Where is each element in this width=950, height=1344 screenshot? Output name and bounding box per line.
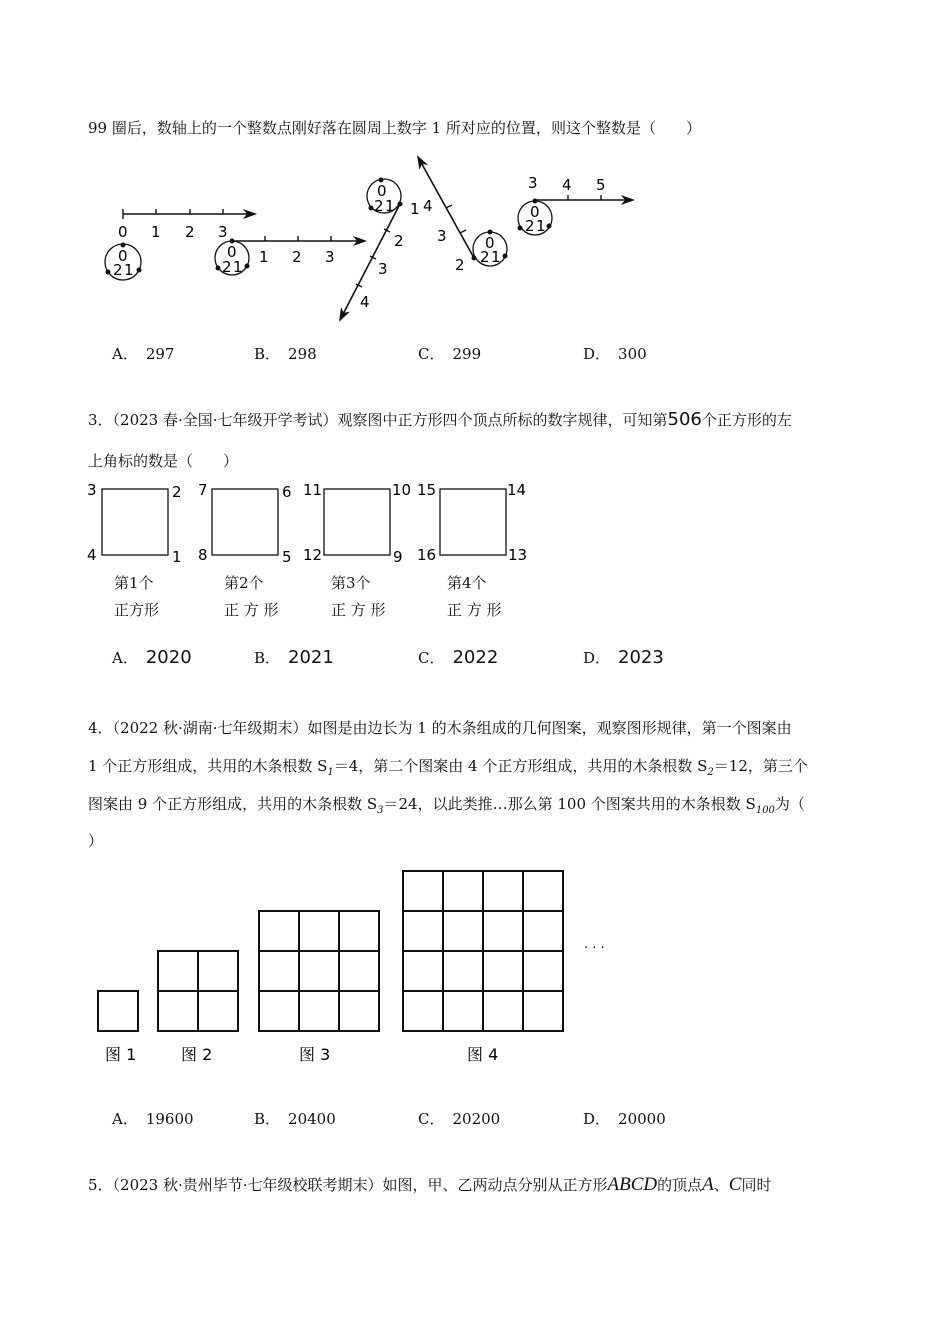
- math-a: A: [702, 1174, 714, 1195]
- q4-option-a[interactable]: [112, 1108, 194, 1129]
- circle-digit: 1: [491, 248, 501, 266]
- corner-label: 6: [282, 483, 292, 501]
- square-caption: 第1个 正方形: [114, 574, 160, 619]
- option-value: 2021: [288, 647, 334, 668]
- option-label: C．: [418, 649, 445, 667]
- option-label: A．: [112, 649, 138, 667]
- corner-label: 4: [87, 546, 97, 564]
- q2-text: 99 圈后，数轴上的一个整数点刚好落在圆周上数字 1 所对应的位置，则这个整数是（ ）: [88, 119, 701, 137]
- axis-label: 3: [528, 174, 538, 192]
- axis-label: 2: [455, 256, 465, 274]
- q3-option-c[interactable]: [418, 647, 498, 668]
- corner-label: 1: [172, 548, 182, 566]
- q2-option-d[interactable]: [583, 343, 647, 364]
- option-label: B．: [254, 649, 281, 667]
- q4-grid-figure: [0, 860, 950, 1080]
- axis-label: 3: [218, 223, 228, 241]
- q4-text: 1 个正方形组成，共用的木条根数 S: [88, 757, 328, 775]
- q5-text: 同时: [741, 1176, 772, 1194]
- option-value: 298: [288, 345, 317, 363]
- axis-label: 1: [410, 200, 420, 218]
- circle-digit: 0: [227, 243, 237, 261]
- math-abcd: ABCD: [607, 1174, 658, 1195]
- circle-digit: 0: [377, 182, 387, 200]
- stage-5: [518, 174, 634, 235]
- corner-label: 10: [392, 481, 412, 499]
- stage-4: [418, 157, 508, 274]
- option-label: D．: [583, 649, 611, 667]
- figure-caption: 图 2: [181, 1045, 213, 1064]
- figure-caption: 图 1: [105, 1045, 137, 1064]
- circle-digit: 2: [222, 258, 232, 276]
- circle-digit: 2: [525, 217, 535, 235]
- axis-label: 1: [259, 248, 269, 266]
- q4-text: 为（: [774, 795, 805, 813]
- option-value: 297: [145, 345, 175, 363]
- option-value: 2023: [618, 647, 664, 668]
- circle-digit: 2: [480, 248, 490, 266]
- square-caption: 第4个 正 方 形: [447, 574, 502, 619]
- q5-text: 的顶点: [657, 1176, 703, 1194]
- q3-line2: 上角标的数是（ ）: [88, 452, 239, 470]
- axis-label: 2: [394, 232, 404, 250]
- axis-label: 0: [118, 223, 128, 241]
- circle-digit: 0: [485, 234, 495, 252]
- axis-label: 4: [360, 293, 370, 311]
- circle-digit: 0: [118, 247, 128, 265]
- option-label: C．: [418, 1110, 445, 1128]
- circle-digit: 0: [530, 203, 540, 221]
- corner-label: 12: [303, 546, 323, 564]
- subscript: 100: [755, 805, 775, 816]
- option-label: B．: [254, 1110, 281, 1128]
- option-label: B．: [254, 345, 281, 363]
- corner-label: 7: [198, 481, 208, 499]
- option-value: 20400: [288, 1110, 336, 1128]
- circle-digit: 2: [374, 197, 384, 215]
- axis-label: 5: [596, 176, 606, 194]
- q4-option-b[interactable]: [254, 1108, 336, 1129]
- option-label: A．: [112, 1110, 138, 1128]
- stage-2: [215, 236, 365, 276]
- option-value: 2020: [145, 647, 192, 668]
- subscript: 3: [377, 805, 384, 816]
- q4-text: ＝24，以此类推…那么第 100 个图案共用的木条根数 S: [383, 795, 756, 813]
- q4-option-d[interactable]: [583, 1108, 666, 1129]
- q3-option-d[interactable]: [583, 647, 664, 668]
- circle-digit: 1: [536, 217, 546, 235]
- corner-label: 5: [282, 548, 292, 566]
- square-caption: 第2个 正 方 形: [224, 574, 279, 619]
- option-value: 20000: [618, 1110, 666, 1128]
- q2-option-c[interactable]: [418, 343, 481, 364]
- axis-label: 3: [325, 248, 335, 266]
- axis-label: 4: [562, 176, 572, 194]
- corner-label: 8: [198, 546, 208, 564]
- q3-option-a[interactable]: [112, 647, 192, 668]
- figure-caption: 图 4: [467, 1045, 499, 1064]
- axis-label: 3: [378, 260, 388, 278]
- axis-label: 2: [292, 248, 302, 266]
- option-value: 19600: [145, 1110, 194, 1128]
- circle-digit: 2: [113, 261, 123, 279]
- circle-digit: 1: [385, 197, 395, 215]
- q4-text: 图案由 9 个正方形组成，共用的木条根数 S: [88, 795, 378, 813]
- math-c: C: [728, 1174, 742, 1195]
- option-value: 300: [618, 345, 647, 363]
- subscript: 1: [327, 767, 334, 778]
- option-value: 20200: [452, 1110, 501, 1128]
- q4-line1: 4．（2022 秋·湖南·七年级期末）如图是由边长为 1 的木条组成的几何图案，观察图形规律，第一个图案由: [88, 719, 792, 737]
- circle-digit: 1: [124, 261, 134, 279]
- option-value: 299: [452, 345, 482, 363]
- figure-caption: 图 3: [299, 1045, 331, 1064]
- corner-label: 11: [303, 481, 323, 499]
- q3-line1: [88, 410, 792, 430]
- option-value: 2022: [452, 647, 499, 668]
- corner-label: 14: [507, 481, 527, 499]
- q4-text: ＝4，第二个图案由 4 个正方形组成，共用的木条根数 S: [333, 757, 708, 775]
- axis-label: 2: [185, 223, 195, 241]
- option-label: D．: [583, 345, 611, 363]
- ellipsis: · · ·: [584, 941, 605, 956]
- q5-line1: [88, 1175, 771, 1195]
- q3-squares-figure: [0, 470, 950, 570]
- q4-line4: ）: [88, 832, 104, 850]
- q3-option-b[interactable]: [254, 647, 334, 668]
- q2-number-line-figure: [0, 0, 950, 340]
- corner-label: 3: [87, 481, 97, 499]
- q4-text: ＝12，第三个: [713, 757, 808, 775]
- option-label: C．: [418, 345, 445, 363]
- corner-label: 2: [172, 483, 182, 501]
- q5-text: 、: [713, 1176, 729, 1194]
- q3-line1-pre: 3．（2023 春·全国·七年级开学考试）观察图中正方形四个顶点所标的数字规律，可知第: [88, 411, 668, 429]
- q5-text: 5．（2023 秋·贵州毕节·七年级校联考期末）如图，甲、乙两动点分别从正方形: [88, 1176, 608, 1194]
- stage-3: [340, 178, 420, 321]
- q4-line2: [88, 756, 808, 783]
- axis-label: 1: [151, 223, 161, 241]
- q3-number: 506: [667, 409, 702, 430]
- q2-option-b[interactable]: [254, 343, 317, 364]
- option-label: D．: [583, 1110, 611, 1128]
- corner-label: 9: [393, 548, 403, 566]
- axis-label: 3: [437, 227, 447, 245]
- option-label: A．: [112, 345, 138, 363]
- square-caption: 第3个 正 方 形: [331, 574, 386, 619]
- q3-line1-post: 个正方形的左: [701, 411, 792, 429]
- axis-label: 4: [423, 197, 433, 215]
- q4-option-c[interactable]: [418, 1108, 500, 1129]
- q4-line3: [88, 794, 805, 821]
- corner-label: 13: [508, 546, 528, 564]
- circle-digit: 1: [233, 258, 243, 276]
- corner-label: 15: [417, 481, 437, 499]
- subscript: 2: [707, 767, 714, 778]
- corner-label: 16: [417, 546, 437, 564]
- q2-option-a[interactable]: [112, 343, 174, 364]
